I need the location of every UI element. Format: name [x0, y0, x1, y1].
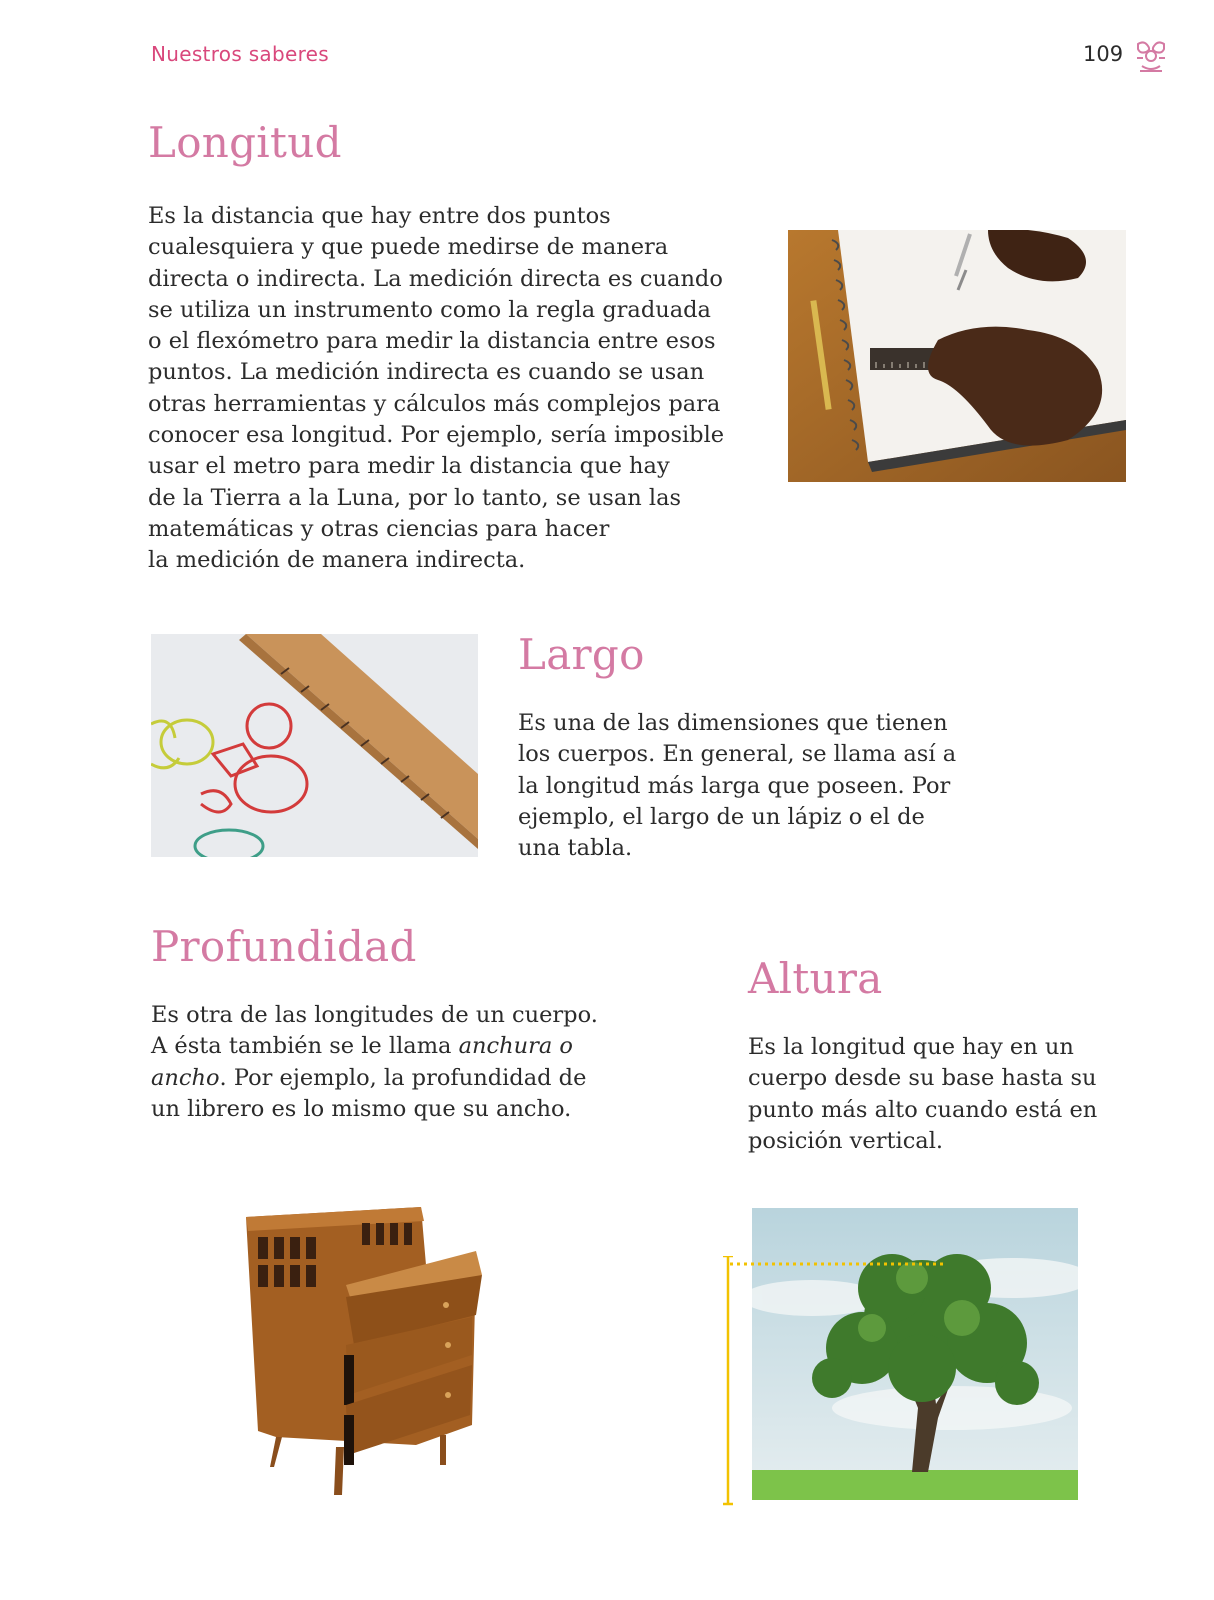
profundidad-line: un librero es lo mismo que su ancho.	[151, 1095, 572, 1122]
altura-heading: Altura	[748, 954, 883, 1003]
profundidad-text: A ésta también se le llama	[151, 1033, 459, 1060]
longitud-line: la medición de manera indirecta.	[148, 547, 526, 574]
longitud-line: puntos. La medición indirecta es cuando se usan	[148, 359, 705, 386]
largo-line: la longitud más larga que poseen. Por	[518, 772, 951, 799]
longitud-line: se utiliza un instrumento como la regla graduada	[148, 296, 711, 323]
longitud-line: usar el metro para medir la distancia que hay	[148, 453, 670, 480]
longitud-line: matemáticas y otras ciencias para hacer	[148, 515, 610, 542]
height-measure-line	[727, 1256, 729, 1504]
altura-paragraph	[748, 1032, 1097, 1157]
running-header: Nuestros saberes	[151, 42, 329, 66]
ruler-bands-photo	[151, 634, 478, 857]
dresser-image	[236, 1205, 496, 1505]
largo-paragraph	[518, 708, 956, 864]
profundidad-paragraph	[151, 1000, 598, 1125]
longitud-line: otras herramientas y cálculos más complejos para	[148, 390, 721, 417]
altura-line: cuerpo desde su base hasta su	[748, 1065, 1097, 1092]
longitud-line: o el flexómetro para medir la distancia entre esos	[148, 328, 716, 355]
largo-line: los cuerpos. En general, se llama así a	[518, 741, 957, 768]
longitud-paragraph	[148, 201, 724, 577]
altura-line: punto más alto cuando está en	[748, 1096, 1098, 1123]
largo-line: Es una de las dimensiones que tienen	[518, 710, 948, 736]
longitud-line: directa o indirecta. La medición directa es cuando	[148, 265, 723, 292]
notebook-ruler-photo	[788, 230, 1126, 482]
profundidad-heading: Profundidad	[151, 922, 417, 971]
page-number: 109	[1083, 42, 1124, 66]
largo-heading: Largo	[518, 630, 645, 679]
profundidad-italic-term: anchura o	[458, 1033, 573, 1060]
longitud-line: cualesquiera y que puede medirse de manera	[148, 234, 669, 261]
longitud-line: conocer esa longitud. Por ejemplo, sería imposible	[148, 422, 725, 449]
longitud-line: de la Tierra a la Luna, por lo tanto, se usan las	[148, 484, 682, 511]
profundidad-text: . Por ejemplo, la profundidad de	[219, 1064, 587, 1091]
largo-line: ejemplo, el largo de un lápiz o el de	[518, 803, 925, 830]
largo-line: una tabla.	[518, 835, 633, 862]
longitud-line: Es la distancia que hay entre dos puntos	[148, 203, 611, 229]
altura-line: Es la longitud que hay en un	[748, 1034, 1074, 1060]
profundidad-line	[151, 1031, 598, 1062]
profundidad-italic-term: ancho	[151, 1064, 220, 1091]
tree-top-dotted-line	[730, 1252, 944, 1258]
decorative-glyph-icon	[1134, 38, 1168, 74]
altura-line: posición vertical.	[748, 1127, 944, 1154]
profundidad-line	[151, 1063, 598, 1094]
profundidad-line: Es otra de las longitudes de un cuerpo.	[151, 1002, 598, 1028]
longitud-heading: Longitud	[148, 118, 342, 167]
